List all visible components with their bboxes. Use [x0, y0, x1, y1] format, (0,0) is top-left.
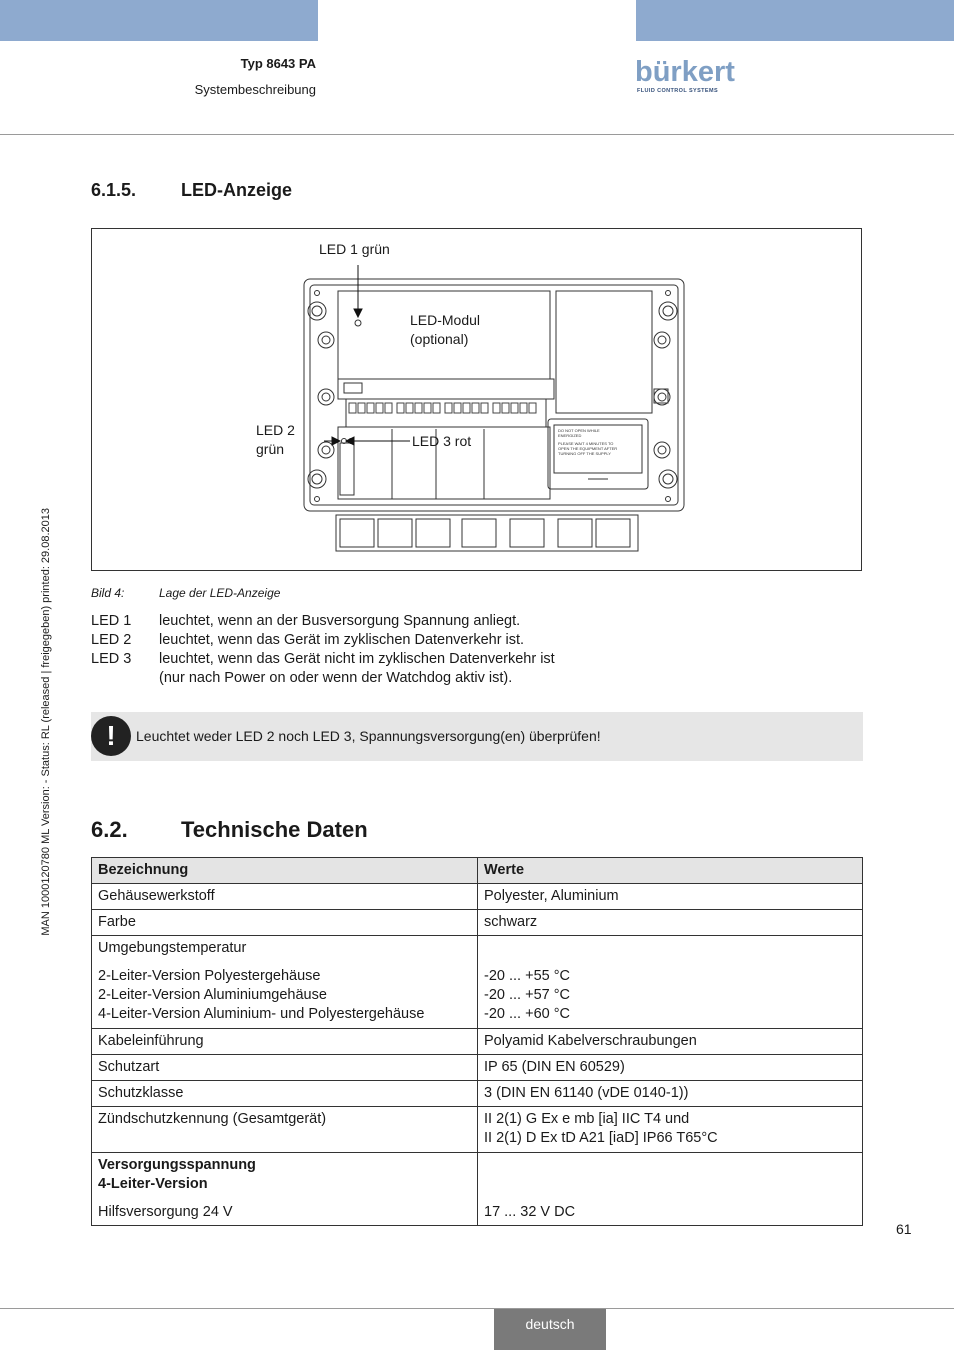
warning-note: [91, 712, 863, 761]
table-cell: Schutzklasse: [92, 1081, 478, 1107]
figure-caption-label: Bild 4:: [91, 586, 125, 600]
mounting-screw: [308, 302, 677, 488]
footer-divider: [0, 1308, 954, 1309]
cell-line: II 2(1) G Ex e mb [ia] IIC T4 und: [484, 1111, 690, 1127]
table-cell: Polyester, Aluminium: [478, 884, 863, 910]
cell-line: Umgebungstemperatur: [98, 940, 247, 956]
label-led-modul: LED-Modul: [410, 312, 481, 328]
led-list-text: leuchtet, wenn das Gerät im zyklischen Datenverkehr ist.: [159, 632, 525, 648]
svg-text:DO NOT OPEN WHILE: DO NOT OPEN WHILE: [558, 428, 600, 433]
section-title-led: LED-Anzeige: [181, 180, 293, 200]
cell-line: 4-Leiter-Version Aluminium- und Polyestergehäuse: [98, 1006, 425, 1022]
table-cell: Gehäusewerkstoff: [92, 884, 478, 910]
header-divider: [0, 134, 954, 135]
led-list-text: leuchtet, wenn an der Busversorgung Spannung anliegt.: [159, 613, 521, 629]
device-drawing: [92, 229, 861, 570]
cell-line: -20 ... +60 °C: [484, 1006, 570, 1022]
side-document-info: MAN 1000120780 ML Version: - Status: RL (released | freigegeben) printed: 29.08.2013: [40, 508, 52, 936]
table-cell: [478, 1153, 863, 1226]
svg-text:TURNING OFF THE SUPPLY: TURNING OFF THE SUPPLY: [558, 451, 611, 456]
svg-text:PLEASE WAIT 4 MINUTES TO: PLEASE WAIT 4 MINUTES TO: [558, 441, 614, 446]
table-header-cell: Werte: [478, 858, 863, 884]
led-list-id: LED 2: [91, 632, 132, 648]
warning-label-text: [558, 428, 617, 456]
cell-line: 17 ... 32 V DC: [484, 1204, 576, 1220]
table-row: [92, 1153, 863, 1226]
cell-line: 4-Leiter-Version: [98, 1176, 208, 1192]
language-tab: deutsch: [494, 1309, 606, 1350]
table-row: [92, 1029, 863, 1055]
table-cell: Zündschutzkennung (Gesamtgerät): [92, 1107, 478, 1153]
cell-line: -20 ... +57 °C: [484, 987, 570, 1003]
exclamation-icon: !: [91, 716, 131, 756]
section-number-led: 6.1.5.: [91, 180, 137, 200]
section-title-tech: Technische Daten: [181, 817, 368, 842]
label-led3: LED 3 rot: [412, 433, 472, 449]
led-list-text: leuchtet, wenn das Gerät nicht im zyklischen Datenverkehr ist: [159, 651, 555, 667]
table-header-cell: Bezeichnung: [92, 858, 478, 884]
led-figure: [91, 228, 862, 571]
cell-line: 2-Leiter-Version Aluminiumgehäuse: [98, 987, 327, 1003]
page-number: 61: [896, 1221, 912, 1237]
header-bar-right: [636, 0, 954, 41]
table-cell: Polyamid Kabelverschraubungen: [478, 1029, 863, 1055]
label-led-modul-optional: (optional): [410, 331, 469, 347]
cell-line: Hilfsversorgung 24 V: [98, 1204, 233, 1220]
company-logo: bürkert: [635, 56, 735, 88]
svg-text:ENERGIZED: ENERGIZED: [558, 433, 582, 438]
table-cell: schwarz: [478, 910, 863, 936]
document-subtitle: Systembeschreibung: [194, 82, 316, 97]
cell-line: Versorgungsspannung: [98, 1157, 256, 1173]
table-row: [92, 936, 863, 1029]
table-row: [92, 1055, 863, 1081]
product-title: Typ 8643 PA: [240, 56, 316, 71]
cell-line: -20 ... +55 °C: [484, 968, 570, 984]
cell-line: II 2(1) D Ex tD A21 [iaD] IP66 T65°C: [484, 1130, 718, 1146]
tech-data-table: [91, 857, 863, 1226]
table-cell: [92, 1153, 478, 1226]
table-cell: Farbe: [92, 910, 478, 936]
company-logo-tagline: FLUID CONTROL SYSTEMS: [637, 88, 719, 94]
table-row: [92, 1081, 863, 1107]
table-cell: IP 65 (DIN EN 60529): [478, 1055, 863, 1081]
table-row: [92, 1107, 863, 1153]
section-number-tech: 6.2.: [91, 817, 128, 842]
table-cell: [478, 1107, 863, 1153]
svg-text:OPEN THE EQUIPMENT AFTER: OPEN THE EQUIPMENT AFTER: [558, 446, 618, 451]
led-list-id: LED 1: [91, 613, 132, 629]
label-led2: LED 2: [256, 422, 295, 438]
led-list-text: (nur nach Power on oder wenn der Watchdog aktiv ist).: [159, 670, 513, 686]
table-row: [92, 884, 863, 910]
table-row: [92, 910, 863, 936]
header-bar-left: [0, 0, 318, 41]
cell-line: 2-Leiter-Version Polyestergehäuse: [98, 968, 321, 984]
figure-caption-text: Lage der LED-Anzeige: [159, 586, 281, 600]
table-cell: Schutzart: [92, 1055, 478, 1081]
table-cell: Kabeleinführung: [92, 1029, 478, 1055]
table-cell: [92, 936, 478, 1029]
label-led1: LED 1 grün: [319, 241, 390, 257]
label-led2-color: grün: [256, 441, 285, 457]
warning-note-text: Leuchtet weder LED 2 noch LED 3, Spannungsversorgung(en) überprüfen!: [136, 728, 601, 744]
table-cell: [478, 936, 863, 1029]
table-header-row: [92, 858, 863, 884]
led-list-id: LED 3: [91, 651, 132, 667]
table-cell: 3 (DIN EN 61140 (vDE 0140-1)): [478, 1081, 863, 1107]
